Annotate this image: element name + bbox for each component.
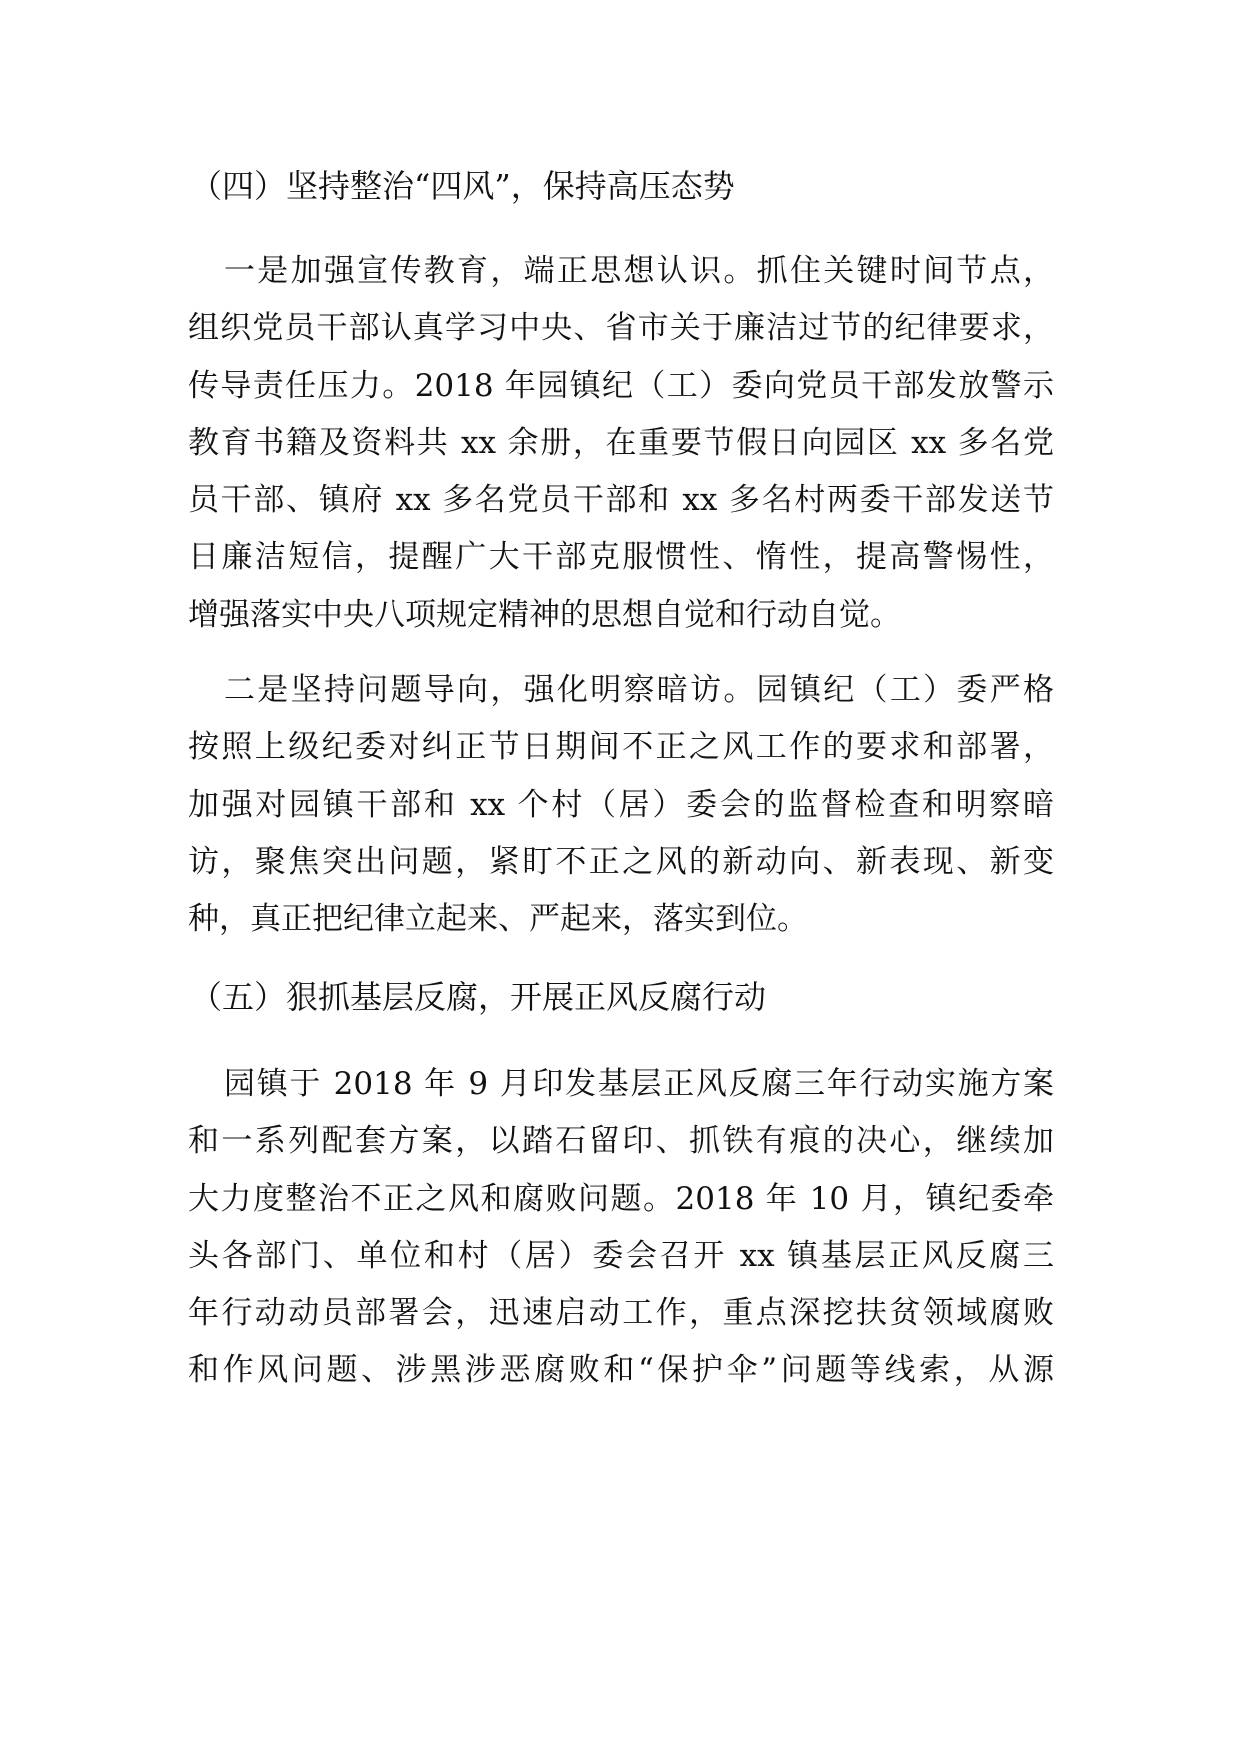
paragraph-line: 头各部门、单位和村（居）委会召开 xx 镇基层正风反腐三 [188,1237,1054,1274]
paragraph-line: 员干部、镇府 xx 多名党员干部和 xx 多名村两委干部发送节 [188,482,1054,519]
paragraph-line: 传导责任压力。2018 年园镇纪（工）委向党员干部发放警示 [188,367,1054,404]
paragraph-line: 教育书籍及资料共 xx 余册，在重要节假日向园区 xx 多名党 [188,424,1054,461]
section-heading-5: （五）狠抓基层反腐，开展正风反腐行动 [190,978,767,1016]
paragraph-line: 加强对园镇干部和 xx 个村（居）委会的监督检查和明察暗 [188,786,1054,823]
paragraph-line: 按照上级纪委对纠正节日期间不正之风工作的要求和部署， [188,729,1054,766]
paragraph-propaganda-education [188,243,1054,644]
paragraph-line: 和作风问题、涉黑涉恶腐败和“保护伞”问题等线索，从源 [188,1352,1054,1389]
paragraph-line: 大力度整治不正之风和腐败问题。2018 年 10 月，镇纪委牵 [188,1180,1054,1217]
paragraph-line: 年行动动员部署会，迅速启动工作，重点深挖扶贫领域腐败 [188,1295,1054,1332]
paragraph-line: 一是加强宣传教育，端正思想认识。抓住关键时间节点， [224,253,1054,289]
paragraph-line: 组织党员干部认真学习中央、省市关于廉洁过节的纪律要求， [188,310,1054,347]
paragraph-line: 园镇于 2018 年 9 月印发基层正风反腐三年行动实施方案 [224,1066,1054,1102]
paragraph-line: 增强落实中央八项规定精神的思想自觉和行动自觉。 [188,596,901,633]
paragraph-problem-orientation [188,662,1054,948]
paragraph-line: 二是坚持问题导向，强化明察暗访。园镇纪（工）委严格 [224,672,1054,708]
paragraph-line: 日廉洁短信，提醒广大干部克服惯性、惰性，提高警惕性， [188,539,1054,576]
paragraph-anti-corruption-action [188,1056,1054,1400]
paragraph-line: 种，真正把纪律立起来、严起来，落实到位。 [188,901,808,938]
section-heading-4: （四）坚持整治“四风”，保持高压态势 [190,167,735,205]
paragraph-line: 和一系列配套方案，以踏石留印、抓铁有痕的决心，继续加 [188,1123,1054,1160]
paragraph-line: 访，聚焦突出问题，紧盯不正之风的新动向、新表现、新变 [188,843,1054,880]
